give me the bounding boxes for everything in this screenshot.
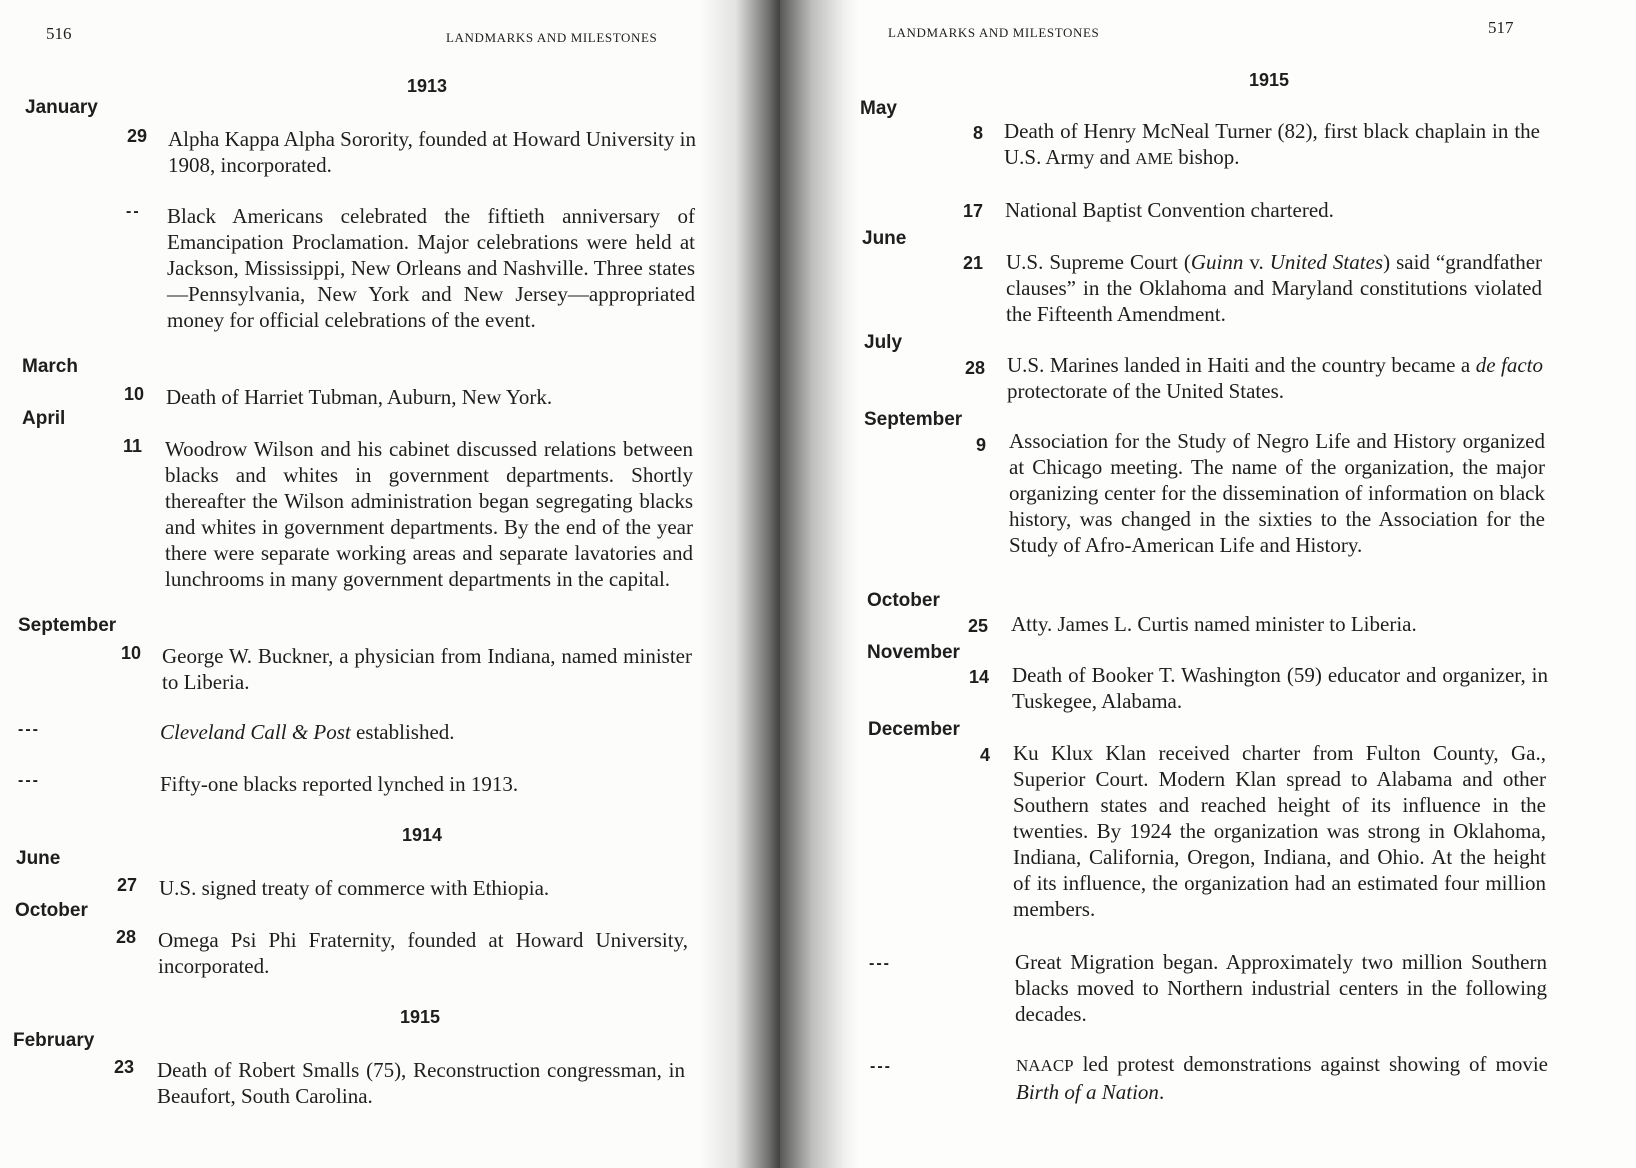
entry-text: George W. Buckner, a physician from Indiana, named minister to Liberia. xyxy=(162,644,692,694)
entry-text: Omega Psi Phi Fraternity, founded at Howard University, incorporated. xyxy=(158,928,688,978)
publication-title: Cleveland Call & Post xyxy=(160,720,351,744)
year-heading-1915: 1915 xyxy=(400,1007,441,1027)
entry-text: Alpha Kappa Alpha Sorority, founded at Howard University in 1908, incorporated. xyxy=(168,127,696,177)
running-head: LANDMARKS AND MILESTONES xyxy=(446,30,658,45)
entry-day: 10 xyxy=(123,384,144,404)
entry-text: Woodrow Wilson and his cabinet discussed relations between blacks and whites in government departments. Shortly thereafter the Wilson administration began segregating blacks and whites in government departments. By the end of the year there were separate working areas and separate lavatories and lunchrooms in many government departments in the capital. xyxy=(165,437,693,591)
film-title: Birth of a Nation xyxy=(1016,1080,1159,1104)
entry-day: 28 xyxy=(115,927,136,947)
month-september: September xyxy=(864,409,963,430)
entry-day: 29 xyxy=(126,126,147,146)
entry-day: 10 xyxy=(120,643,141,663)
month-march: March xyxy=(22,356,78,377)
entry-text: Black Americans celebrated the fiftieth anniversary of Emancipation Proclamation. Major celebrations were held at Jackson, Mississippi, New Orleans and Nashville. Three states—Pennsylvania, New York and New Jersey—appropriated money for official celebrations of the event. xyxy=(167,204,695,332)
case-name: United States xyxy=(1269,250,1384,274)
entry-text xyxy=(1016,1051,1548,1105)
entry-text: Ku Klux Klan received charter from Fulton County, Ga., Superior Court. Modern Klan spread to Alabama and other Southern states and reached height of its influence in the twenties. By 1924 the organization was strong in Oklahoma, Indiana, California, Oregon, Indiana, and Ohio. At the height of its influence, the organization had an estimated four million members. xyxy=(1013,741,1546,921)
entry-day: -- xyxy=(126,203,141,220)
running-head: LANDMARKS AND MILESTONES xyxy=(888,25,1100,40)
entry-text xyxy=(1004,118,1540,172)
entry-text xyxy=(160,719,690,745)
entry-day: 28 xyxy=(964,358,985,378)
entry-day: 21 xyxy=(962,253,983,273)
entry-text xyxy=(1006,249,1542,327)
entry-text: Fifty-one blacks reported lynched in 1913. xyxy=(160,772,519,796)
month-april: April xyxy=(22,408,66,429)
page-number: 516 xyxy=(46,24,72,43)
year-heading-1914: 1914 xyxy=(402,825,443,845)
entry-text: U.S. signed treaty of commerce with Ethiopia. xyxy=(159,876,550,900)
entry-text: National Baptist Convention chartered. xyxy=(1005,198,1334,222)
entry-text: Death of Harriet Tubman, Auburn, New York. xyxy=(166,385,553,409)
latin-phrase: de facto xyxy=(1475,353,1543,377)
month-may: May xyxy=(860,98,897,119)
entry-text: Atty. James L. Curtis named minister to Liberia. xyxy=(1011,612,1417,636)
entry-text-part: Death of Henry McNeal Turner (82), first black chaplain in the U.S. Army and xyxy=(1004,119,1540,169)
year-heading-1913: 1913 xyxy=(407,76,448,96)
year-heading-1915: 1915 xyxy=(1249,70,1290,90)
entry-text: Death of Robert Smalls (75), Reconstruction congressman, in Beaufort, South Carolina. xyxy=(157,1058,685,1108)
abbreviation: AME xyxy=(1135,149,1174,168)
month-november: November xyxy=(867,642,960,663)
entry-day: --- xyxy=(869,955,891,972)
month-june: June xyxy=(16,848,61,869)
entry-text: Great Migration began. Approximately two million Southern blacks moved to Northern industrial centers in the following decades. xyxy=(1015,950,1547,1026)
month-september: September xyxy=(18,615,117,636)
entry-day: 23 xyxy=(113,1057,134,1077)
entry-day: --- xyxy=(870,1058,892,1075)
entry-day: 8 xyxy=(972,123,983,143)
month-june: June xyxy=(862,228,907,249)
entry-text-part: U.S. Marines landed in Haiti and the country became a xyxy=(1007,353,1476,377)
entry-text-part: . xyxy=(1158,1080,1165,1104)
entry-day: 4 xyxy=(979,745,990,765)
entry-day: 17 xyxy=(962,201,983,221)
entry-text-part: led protest demonstrations against showing of movie xyxy=(1073,1052,1548,1076)
entry-text-rest: established. xyxy=(350,720,455,744)
entry-day: --- xyxy=(18,772,40,789)
entry-day: 11 xyxy=(122,436,142,456)
entry-text: Death of Booker T. Washington (59) educator and organizer, in Tuskegee, Alabama. xyxy=(1012,663,1548,713)
month-january: January xyxy=(25,97,98,118)
month-october: October xyxy=(867,590,940,611)
entry-text: Association for the Study of Negro Life and History organized at Chicago meeting. The name of the organization, the major organizing center for the dissemination of information on black history, was changed in the sixties to the Association for the Study of Afro-American Life and History. xyxy=(1009,429,1545,557)
page-number: 517 xyxy=(1488,18,1514,37)
case-name: Guinn xyxy=(1190,250,1244,274)
abbreviation: NAACP xyxy=(1016,1056,1074,1075)
entry-text-part: ) said “grandfather clauses” in the Oklahoma and Maryland constitutions violated the Fifteenth Amendment. xyxy=(1006,250,1543,326)
entry-text-part: bishop. xyxy=(1173,145,1240,169)
month-december: December xyxy=(868,719,960,740)
month-february: February xyxy=(13,1030,95,1051)
entry-text xyxy=(1007,352,1543,404)
entry-day: 27 xyxy=(116,875,137,895)
entry-day: --- xyxy=(18,721,40,738)
entry-text-part: U.S. Supreme Court ( xyxy=(1006,250,1191,274)
entry-day: 25 xyxy=(967,616,988,636)
entry-text-part: v. xyxy=(1243,250,1270,274)
left-page xyxy=(0,0,780,1168)
month-october: October xyxy=(15,900,88,921)
entry-day: 14 xyxy=(968,667,989,687)
month-july: July xyxy=(864,332,903,353)
entry-text-part: protectorate of the United States. xyxy=(1007,379,1284,403)
right-page xyxy=(780,0,1636,1168)
entry-day: 9 xyxy=(975,435,986,455)
